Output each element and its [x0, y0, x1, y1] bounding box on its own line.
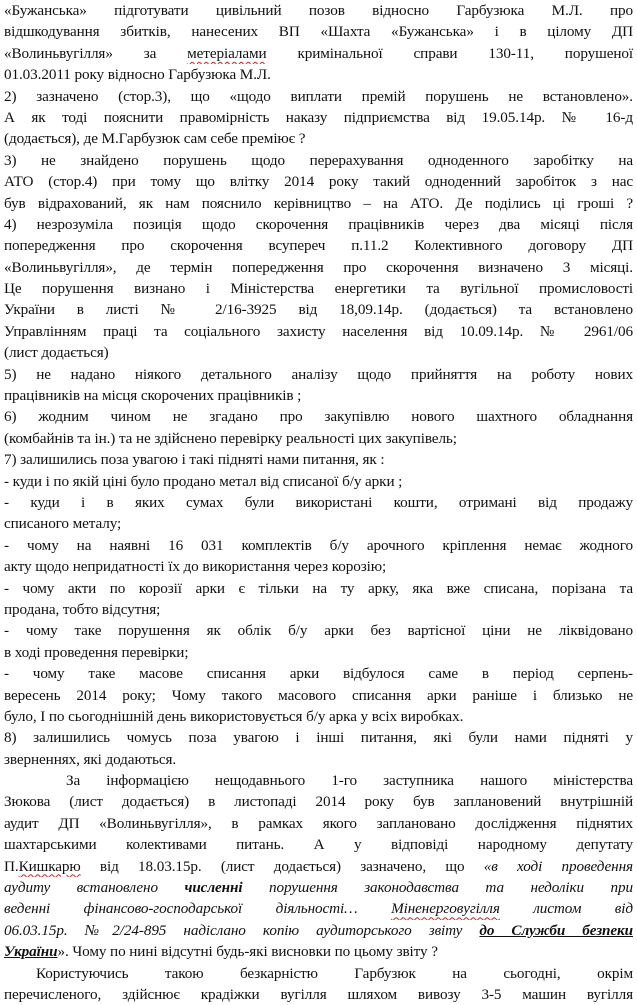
text-line: [4, 471, 633, 492]
text-line: [4, 898, 633, 919]
text-line: [4, 813, 633, 834]
text-segment: зверненнях, які додаються.: [4, 750, 177, 768]
text-line: [4, 86, 633, 107]
text-line: [4, 342, 633, 363]
text-segment: України: [4, 943, 58, 961]
text-line: [4, 920, 633, 941]
text-line: [4, 449, 633, 470]
text-line: [4, 128, 633, 149]
text-segment: (лист додається): [4, 344, 109, 362]
text-line: [4, 620, 633, 641]
text-segment: відшкодування збитків, нанесених ВП «Шахта «: [4, 23, 399, 41]
text-segment: Управлінням праці та соціального захисту населення від 10.09.14р. № 2961/06: [4, 322, 633, 340]
text-segment: попередження про скорочення всупереч п.11.2 Колективного договору ДП: [4, 237, 633, 255]
text-segment: - чому таке порушення як облік б/у арки без вартісної ціни не ліквідовано: [4, 622, 633, 640]
text-line: [4, 749, 633, 770]
text-segment: метеріалами: [187, 44, 267, 62]
text-segment: Кишкарю: [18, 857, 81, 875]
text-segment: ». Чому по нині відсутні будь-які висновки по цьому звіту ?: [57, 943, 438, 961]
text-line: [4, 578, 633, 599]
text-segment: 4) незрозуміла позиція щодо скорочення працівників через два місяці після: [4, 215, 633, 233]
text-segment: А як тоді пояснити правомірність наказу підприємства від 19.05.14р. № 16-д: [4, 108, 633, 126]
text-segment: численні: [184, 879, 243, 897]
text-segment: (комбайнів та ін.) та не здійснено перевірку реальності цих закупівель;: [4, 429, 457, 447]
text-segment: Це порушення визнано і Міністерства енергетики та вугільної промисловості: [4, 280, 633, 298]
text-segment: аудит ДП «Волиньвугілля», в рамках якого заплановано дослідження піднятих: [4, 814, 633, 832]
text-line: [4, 257, 633, 278]
text-segment: Бужанська: [11, 2, 80, 19]
text-line: [4, 685, 633, 706]
text-segment: був відрахований, як нам пояснило керівництво – на АТО. Де поділись ці гроші ?: [4, 194, 633, 212]
text-line: [4, 107, 633, 128]
text-segment: » підготувати цивільний позов відносно Гарбузюка М.Л. про: [79, 2, 633, 19]
text-segment: Бужанська: [398, 23, 467, 41]
text-line: [4, 642, 633, 663]
text-segment: працівників на місця скорочених працівників ;: [4, 387, 302, 405]
text-segment: (додається), де М.Гарбузюк сам себе преміює ?: [4, 130, 306, 148]
text-line: [4, 171, 633, 192]
text-line: [4, 856, 633, 877]
text-line: [4, 278, 633, 299]
text-line: [4, 406, 633, 427]
text-line: [4, 834, 633, 855]
text-segment: - чому на наявні 16 031 комплектів б/у арочного кріплення немає жодного: [4, 536, 633, 554]
text-line: [4, 385, 633, 406]
text-line: [4, 984, 633, 1005]
text-segment: Зюкова (лист додається) в листопаді 2014 року був заплановений внутрішній: [4, 793, 633, 811]
text-line: [4, 235, 633, 256]
text-segment: АТО (стор.4) при тому що влітку 2014 року такий одноденний заробіток з нас: [4, 173, 633, 191]
text-line: [4, 727, 633, 748]
text-segment: 3) не знайдено порушень щодо перерахування одноденного заробітку на: [4, 151, 633, 169]
text-segment: порушення законодавства та недоліки при: [242, 879, 633, 897]
text-segment: України в листі № 2/16-3925 від 18,09.14р. (додається) та встановлено: [4, 301, 633, 319]
text-segment: 01.03.2011 року відносно Гарбузюка М.Л.: [4, 66, 271, 84]
text-line: [4, 193, 633, 214]
text-segment: веденні фінансово-господарської діяльності…: [4, 900, 392, 918]
text-segment: 8) залишились чомусь поза увагою і інші питання, які були нами підняті у: [4, 729, 633, 747]
text-segment: 5) не надано ніякого детального аналізу щодо прийняття на роботу нових: [4, 365, 633, 383]
text-segment: » і в цілому ДП: [466, 23, 633, 41]
text-segment: - чому акти по корозії арки є тільки на ту арку, яка вже списана, порізана та: [4, 579, 633, 597]
text-line: [4, 535, 633, 556]
text-line: [4, 556, 633, 577]
text-line: [4, 941, 633, 962]
text-segment: до Служби безпеки: [479, 921, 633, 939]
text-line: [4, 428, 633, 449]
text-segment: списаного металу;: [4, 515, 122, 533]
text-segment: від 18.03.15р. (лист додається) зазначено, що: [80, 857, 484, 875]
text-segment: «в ході проведення: [483, 857, 633, 875]
text-line: [4, 877, 633, 898]
text-segment: Користуючись такою безкарністю Гарбузюк на сьогодні, окрім: [36, 964, 633, 982]
text-segment: 06.03.15р. №2/24-895 надіслано копію аудиторського звіту: [4, 921, 480, 939]
text-segment: було, І по сьогоднішній день використовується б/у арка у всіх виробках.: [4, 707, 464, 725]
text-line: [4, 599, 633, 620]
text-line: [4, 64, 633, 85]
text-segment: перечисленого, здійснює крадіжки вугілля шляхом вивозу 3-5 машин вугілля: [4, 985, 633, 1003]
text-segment: 6) жодним чином не згадано про закупівлю нового шахтного обладнання: [4, 408, 633, 426]
text-line: [4, 364, 633, 385]
text-line: [4, 663, 633, 684]
text-segment: Міненерговугілля: [391, 900, 500, 918]
text-segment: в ході проведення перевірки;: [4, 643, 189, 661]
text-segment: кримінальної справи 130-11, порушеної: [266, 44, 633, 62]
text-segment: акту щодо непридатності їх до використання через корозію;: [4, 558, 387, 576]
text-segment: За інформацією нещодавнього 1-го заступника нашого міністерства: [66, 772, 633, 790]
text-segment: шахтарськими колективами питань. А у відповіді народному депутату: [4, 836, 633, 854]
text-line: [4, 21, 633, 42]
text-line: [4, 963, 633, 984]
text-segment: - чому таке масове списання арки відбулося саме в період серпень-: [4, 665, 633, 683]
text-line: [4, 299, 633, 320]
text-line: [4, 43, 633, 64]
text-segment: - куди і по якій ціні було продано метал від списаної б/у арки ;: [4, 472, 403, 490]
text-segment: 2) зазначено (стор.3), що «щодо виплати премій порушень не встановлено».: [4, 87, 633, 105]
text-line: [4, 321, 633, 342]
text-segment: листом від: [499, 900, 633, 918]
text-segment: «Волиньвугілля», де термін попередження про скорочення визначено 3 місяці.: [4, 258, 633, 276]
text-segment: «: [4, 2, 12, 19]
text-line: [4, 513, 633, 534]
text-segment: аудиту встановлено: [4, 879, 185, 897]
text-line: [4, 492, 633, 513]
text-segment: «Волиньвугілля» за: [4, 44, 188, 62]
text-line: [4, 706, 633, 727]
text-line: [4, 791, 633, 812]
text-segment: - куди і в яких сумах були використані кошти, отримані від продажу: [4, 493, 633, 511]
text-segment: продана, тобто відсутня;: [4, 600, 161, 618]
text-segment: 7) залишились поза увагою і такі підняті нами питання, як :: [4, 451, 385, 469]
text-line: [4, 150, 633, 171]
text-segment: вересень 2014 року; Чому такого масового списання арки раніше і близько не: [4, 686, 633, 704]
text-line: [4, 0, 633, 21]
text-segment: П.: [4, 857, 19, 875]
text-line: [4, 214, 633, 235]
text-line: [4, 770, 633, 791]
